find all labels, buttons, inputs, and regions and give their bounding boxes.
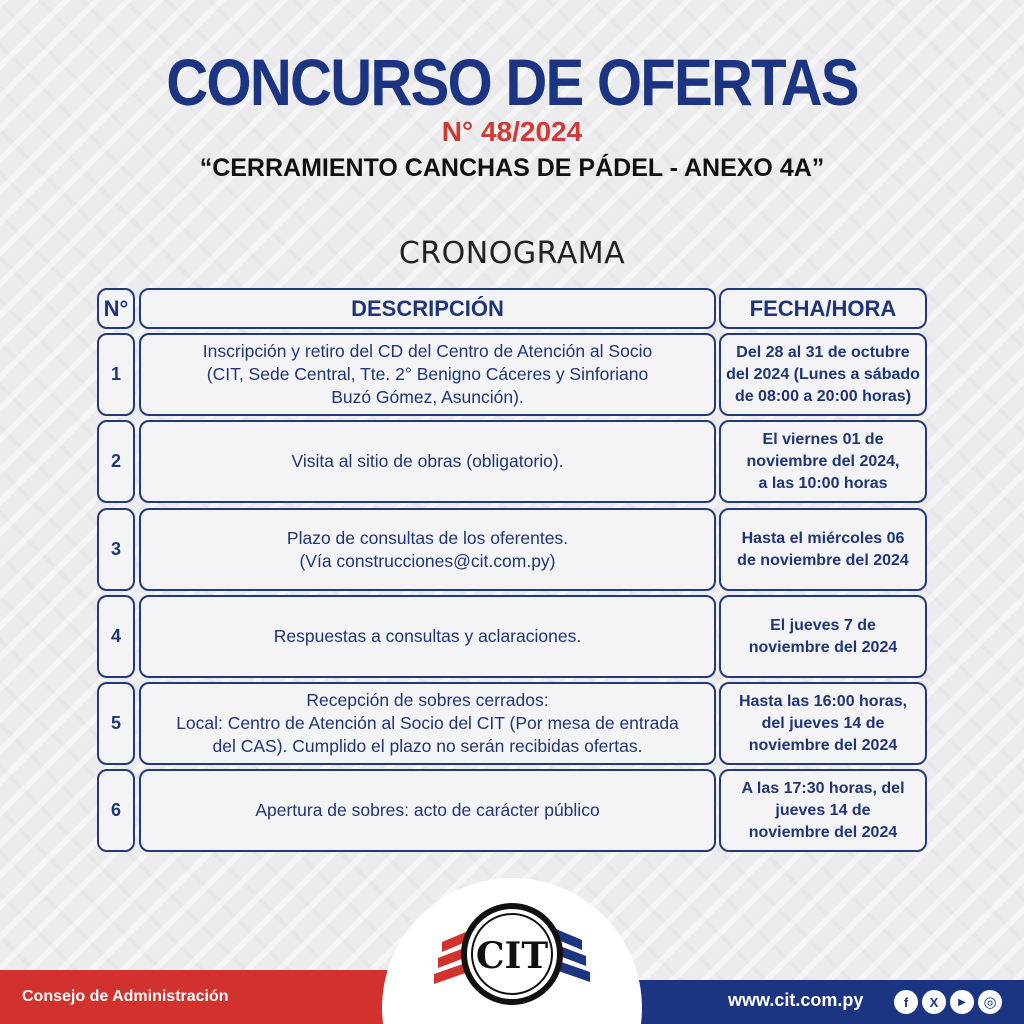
row-date-line: noviembre del 2024, bbox=[746, 452, 900, 470]
row-date-line: Del 28 al 31 de octubre bbox=[736, 343, 910, 361]
row-description bbox=[139, 333, 716, 416]
row-description bbox=[139, 420, 716, 503]
header-description: DESCRIPCIÓN bbox=[139, 288, 716, 329]
row-description-line: Plazo de consultas de los oferentes. bbox=[286, 527, 569, 548]
row-description-line: Local: Centro de Atención al Socio del CIT (Por mesa de entrada bbox=[176, 713, 679, 733]
facebook-icon[interactable]: f bbox=[894, 990, 918, 1014]
row-date-line: Hasta las 16:00 horas, bbox=[738, 692, 908, 710]
header-number: N° bbox=[97, 288, 135, 329]
x-icon[interactable]: X bbox=[922, 990, 946, 1014]
row-date-line: a las 10:00 horas bbox=[758, 474, 888, 492]
row-date-line: Hasta el miércoles 06 bbox=[741, 529, 905, 547]
cit-logo bbox=[432, 896, 592, 1014]
website-link[interactable]: www.cit.com.py bbox=[728, 990, 864, 1010]
row-date bbox=[719, 508, 927, 591]
row-date-line: El jueves 7 de bbox=[770, 616, 876, 634]
row-date bbox=[719, 682, 927, 765]
row-description-line: Inscripción y retiro del CD del Centro de Atención al Socio bbox=[202, 341, 653, 361]
row-number: 4 bbox=[97, 595, 135, 678]
row-description-line: Respuestas a consultas y aclaraciones. bbox=[273, 626, 582, 646]
row-number: 5 bbox=[97, 682, 135, 765]
row-description-line: Apertura de sobres: acto de carácter público bbox=[255, 800, 600, 820]
row-date-line: A las 17:30 horas, del bbox=[741, 779, 905, 797]
row-date-line: del jueves 14 de bbox=[761, 714, 885, 732]
row-date-line: El viernes 01 de bbox=[762, 430, 884, 448]
youtube-icon[interactable]: ▶ bbox=[950, 990, 974, 1014]
tender-subtitle: “CERRAMIENTO CANCHAS DE PÁDEL - ANEXO 4A” bbox=[199, 154, 825, 182]
row-description-line: Buzó Gómez, Asunción). bbox=[331, 387, 524, 407]
row-date-line: noviembre del 2024 bbox=[748, 638, 898, 656]
row-description-line: (CIT, Sede Central, Tte. 2° Benigno Cáceres y Sinforiano bbox=[206, 364, 649, 384]
row-date-line: de 08:00 a 20:00 horas) bbox=[734, 387, 912, 405]
section-title: CRONOGRAMA bbox=[398, 236, 626, 271]
row-number: 2 bbox=[97, 420, 135, 503]
row-date-line: noviembre del 2024 bbox=[748, 823, 898, 841]
row-description-line: (Vía construcciones@cit.com.py) bbox=[299, 550, 556, 571]
row-description bbox=[139, 508, 716, 591]
row-date-line: de noviembre del 2024 bbox=[737, 551, 909, 569]
row-number: 1 bbox=[97, 333, 135, 416]
row-description bbox=[139, 769, 716, 852]
tender-number: N° 48/2024 bbox=[441, 116, 583, 147]
row-description-line: Visita al sitio de obras (obligatorio). bbox=[291, 451, 564, 471]
row-date bbox=[719, 420, 927, 503]
page-title: CONCURSO DE OFERTAS bbox=[166, 45, 858, 119]
footer-organization: Consejo de Administración bbox=[22, 988, 229, 1005]
row-description-line: Recepción de sobres cerrados: bbox=[306, 690, 549, 710]
logo-lettering: CIT bbox=[475, 935, 549, 977]
row-description bbox=[139, 595, 716, 678]
row-number: 3 bbox=[97, 508, 135, 591]
row-number: 6 bbox=[97, 769, 135, 852]
row-description bbox=[139, 682, 716, 765]
header-date: FECHA/HORA bbox=[719, 288, 927, 329]
row-description-line: del CAS). Cumplido el plazo no serán recibidas ofertas. bbox=[212, 736, 643, 756]
row-date bbox=[719, 769, 927, 852]
row-date bbox=[719, 333, 927, 416]
row-date-line: noviembre del 2024 bbox=[748, 736, 898, 754]
instagram-icon[interactable]: ◎ bbox=[978, 990, 1002, 1014]
row-date bbox=[719, 595, 927, 678]
row-date-line: del 2024 (Lunes a sábado bbox=[726, 365, 920, 383]
row-date-line: jueves 14 de bbox=[775, 801, 871, 819]
